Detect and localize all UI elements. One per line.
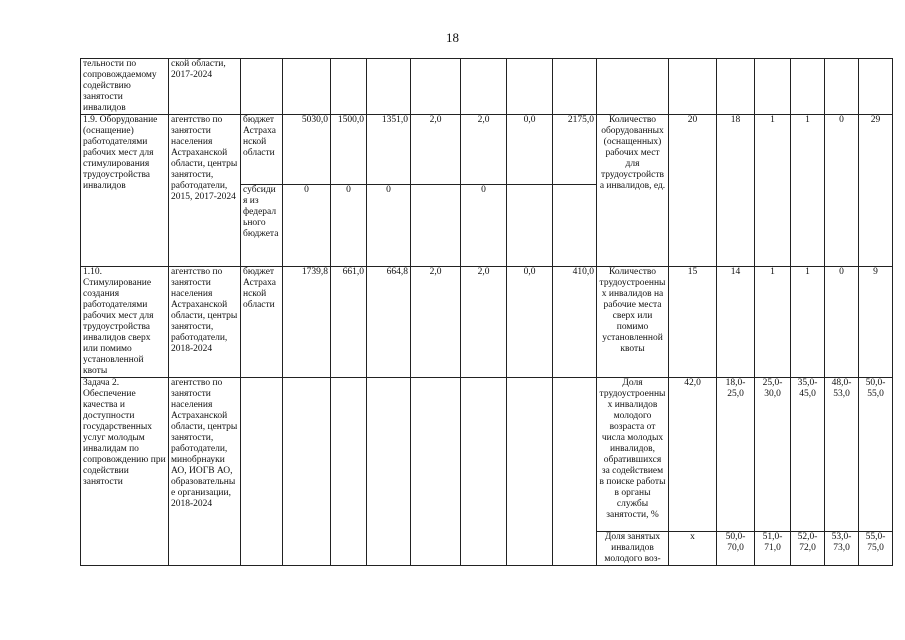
indicator-value: 18,0-25,0 bbox=[717, 378, 755, 532]
indicator-value: 20 bbox=[669, 115, 717, 267]
finance-value: 1351,0 bbox=[367, 115, 411, 185]
source-cell bbox=[241, 59, 283, 115]
table-row bbox=[81, 378, 893, 532]
indicator-value: 15 bbox=[669, 267, 717, 378]
executor-cell: агентство по занятости населения Астраханской области, центры занятости, работодатели, 2015, 2017-2024 bbox=[169, 115, 241, 267]
finance-value: 0 bbox=[461, 185, 507, 267]
finance-value: 1500,0 bbox=[331, 115, 367, 185]
indicator-value: 50,0-70,0 bbox=[717, 532, 755, 566]
source-cell: бюджет Астраханской области bbox=[241, 267, 283, 378]
activity-name: 1.9. Оборудование (оснащение) работодателями рабочих мест для стимулирования трудоустройства инвалидов bbox=[81, 115, 169, 267]
source-cell: бюджет Астраханской области bbox=[241, 115, 283, 185]
table-row bbox=[81, 59, 893, 115]
finance-value bbox=[507, 185, 553, 267]
finance-value: 2,0 bbox=[461, 267, 507, 378]
indicator-value: 1 bbox=[791, 267, 825, 378]
indicator-value: 51,0-71,0 bbox=[755, 532, 791, 566]
indicator-value: 0 bbox=[825, 115, 859, 267]
finance-value: 0,0 bbox=[507, 267, 553, 378]
indicator-value: 55,0-75,0 bbox=[859, 532, 893, 566]
table-row bbox=[81, 115, 893, 185]
indicator-value: 9 bbox=[859, 267, 893, 378]
indicator-value: 52,0-72,0 bbox=[791, 532, 825, 566]
indicator-value: 50,0-55,0 bbox=[859, 378, 893, 532]
finance-value: 2,0 bbox=[461, 115, 507, 185]
finance-value: 2,0 bbox=[411, 115, 461, 185]
finance-value: 0 bbox=[283, 185, 331, 267]
activity-name: Задача 2. Обеспечение качества и доступности государственных услуг молодым инвалидам по сопровождению при содействии занятости bbox=[81, 378, 169, 566]
finance-value: 2175,0 bbox=[553, 115, 597, 185]
indicator-value: 35,0-45,0 bbox=[791, 378, 825, 532]
activity-name: тельности по сопровождаемому содействию занятости инвалидов bbox=[81, 59, 169, 115]
source-cell bbox=[241, 378, 283, 566]
executor-cell: ской области, 2017-2024 bbox=[169, 59, 241, 115]
finance-value: 5030,0 bbox=[283, 115, 331, 185]
indicator-name: Доля трудоустроенных инвалидов молодого возраста от числа молодых инвалидов, обратившихся за содействием в поиске работы в органы службы занятости, % bbox=[597, 378, 669, 532]
table-row bbox=[81, 267, 893, 378]
page-number: 18 bbox=[446, 30, 459, 45]
indicator-value: 29 bbox=[859, 115, 893, 267]
activity-name: 1.10. Стимулирование создания работодателями рабочих мест для трудоустройства инвалидов сверх или помимо установленной квоты bbox=[81, 267, 169, 378]
indicator-value: 25,0-30,0 bbox=[755, 378, 791, 532]
indicator-value: 1 bbox=[791, 115, 825, 267]
indicator-value: 1 bbox=[755, 115, 791, 267]
finance-value: 1739,8 bbox=[283, 267, 331, 378]
indicator-value: 53,0-73,0 bbox=[825, 532, 859, 566]
indicator-name: Количество трудоустроенных инвалидов на рабочие места сверх или помимо установленной квоты bbox=[597, 267, 669, 378]
finance-value: 0 bbox=[367, 185, 411, 267]
finance-value: 410,0 bbox=[553, 267, 597, 378]
indicator-value: 18 bbox=[717, 115, 755, 267]
finance-value: 661,0 bbox=[331, 267, 367, 378]
executor-cell: агентство по занятости населения Астраханской области, центры занятости, работодатели, 2018-2024 bbox=[169, 267, 241, 378]
indicator-name: Доля занятых инвалидов молодого воз- bbox=[597, 532, 669, 566]
source-cell: субсидия из федерального бюджета bbox=[241, 185, 283, 267]
finance-value: 0,0 bbox=[507, 115, 553, 185]
indicator-name: Количество оборудованных (оснащенных) рабочих мест для трудоустройства инвалидов, ед. bbox=[597, 115, 669, 267]
indicator-value: 42,0 bbox=[669, 378, 717, 532]
finance-value: 2,0 bbox=[411, 267, 461, 378]
finance-value: 664,8 bbox=[367, 267, 411, 378]
indicator-value: 14 bbox=[717, 267, 755, 378]
executor-cell: агентство по занятости населения Астраханской области, центры занятости, работодатели, минобрнауки АО, ИОГВ АО, образовательные организации, 2018-2024 bbox=[169, 378, 241, 566]
indicator-value: 1 bbox=[755, 267, 791, 378]
indicator-value: 48,0-53,0 bbox=[825, 378, 859, 532]
program-activities-table bbox=[80, 58, 893, 566]
finance-value bbox=[411, 185, 461, 267]
finance-value bbox=[553, 185, 597, 267]
finance-value: 0 bbox=[331, 185, 367, 267]
indicator-value: 0 bbox=[825, 267, 859, 378]
indicator-value: х bbox=[669, 532, 717, 566]
